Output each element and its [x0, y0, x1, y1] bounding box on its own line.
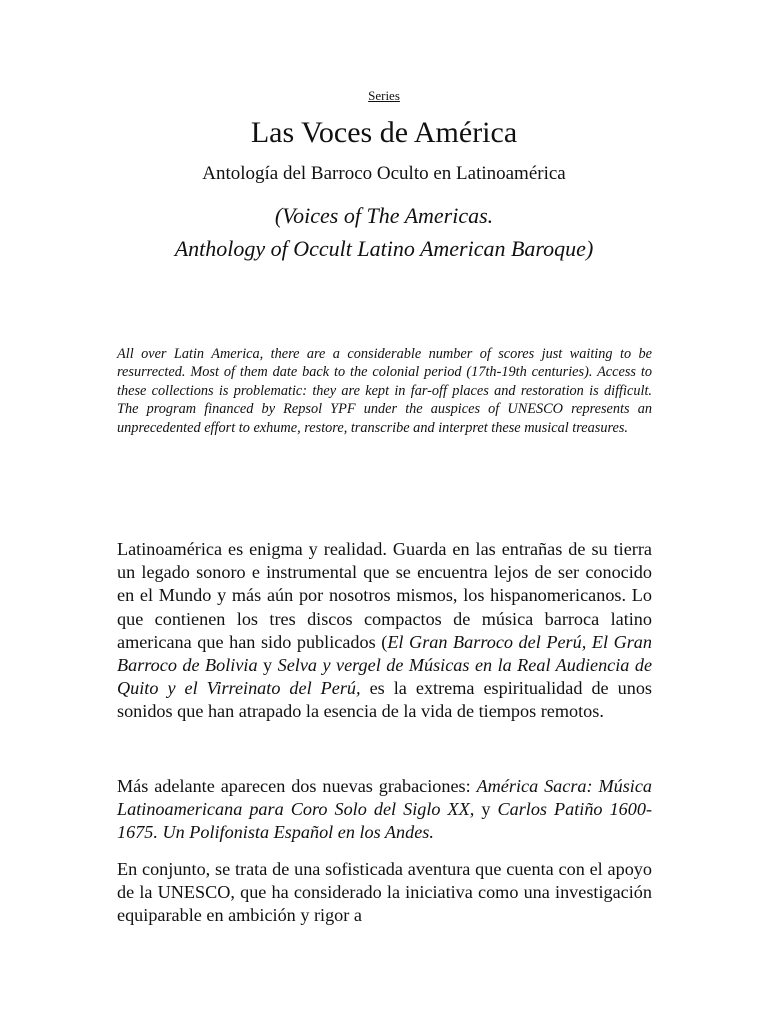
- document-title: Las Voces de América: [250, 116, 518, 149]
- p1-text-c: y: [257, 655, 278, 676]
- p2-text-a: Más adelante aparecen dos nuevas grabaciones:: [117, 776, 477, 796]
- abstract-paragraph: All over Latin America, there are a considerable number of scores just waiting to be resurrected. Most of them date back to the colonial period (17th-19th centuries). Access to these collections is problematic: they are kept in far-off places and restoration is difficult. The program financed by Repsol YPF under the auspices of UNESCO represents an unprecedented effort to exhume, restore, transcribe and interpret these musical treasures.: [117, 346, 652, 436]
- p2-album-title-2: Carlos Patiño 1600-1675. Un Polifonista Español en los Andes.: [117, 799, 652, 843]
- p1-text-a: Latinoamérica es enigma y realidad. Guarda en las entrañas de su tierra un legado sonoro e instrumental que se encuentra lejos de ser conocido en el Mundo y más aún por nosotros mismos, los hispanomericanos. Lo que contienen los tres discos compactos de música barroca latino americana que han sido publicados (: [117, 539, 652, 652]
- p1-album-titles-1: El Gran Barroco del Perú, El Gran Barroco de Bolivia: [117, 631, 652, 676]
- english-title-line-2: Anthology of Occult Latino American Baroque): [174, 236, 594, 261]
- series-label: Series: [368, 88, 400, 103]
- p1-text-e: es la extrema espiritualidad de unos sonidos que han atrapado la esencia de la vida de tiempos remotos.: [117, 678, 652, 722]
- english-title-line-1: (Voices of The Americas.: [274, 203, 494, 228]
- p2-album-title-1: América Sacra: Música Latinoamericana para Coro Solo del Siglo XX,: [117, 776, 652, 820]
- p2-text-c: y: [474, 799, 498, 820]
- body-paragraph-1: [117, 538, 652, 724]
- body-paragraph-2: [117, 775, 652, 845]
- p1-album-titles-2: Selva y vergel de Músicas en la Real Audiencia de Quito y el Virreinato del Perú,: [117, 655, 653, 699]
- body-paragraph-3: En conjunto, se trata de una sofisticada aventura que cuenta con el apoyo de la UNESCO, que ha considerado la iniciativa como una investigación equiparable en ambición y rigor a: [117, 859, 652, 926]
- english-title: [0, 199, 768, 265]
- document-subtitle: Antología del Barroco Oculto en Latinoamérica: [202, 163, 566, 184]
